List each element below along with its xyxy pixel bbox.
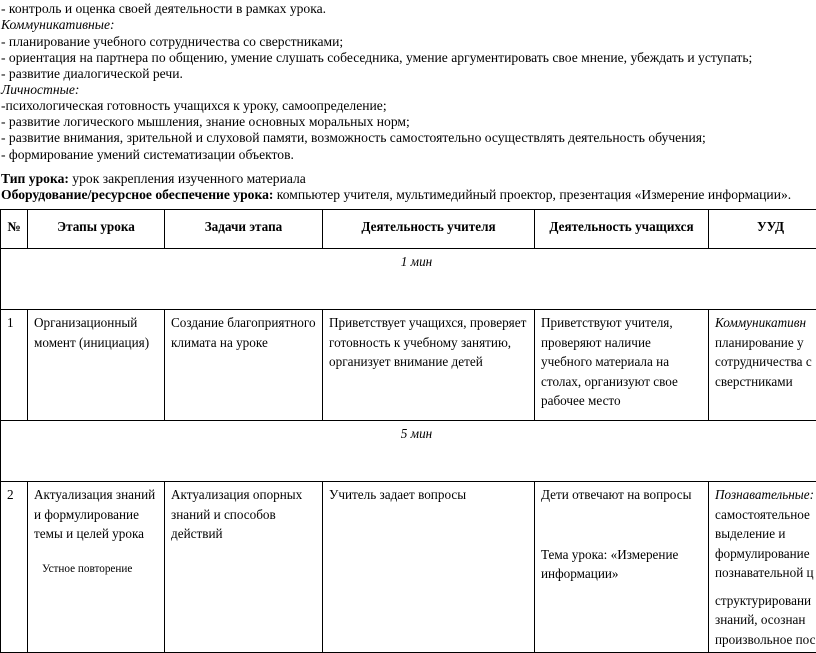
task-cell: Актуализация опорных знаний и способов действий	[165, 482, 323, 653]
lesson-type	[1, 170, 306, 187]
stage-cell	[28, 482, 165, 653]
table-row	[1, 482, 816, 653]
lesson-type-label: Тип урока:	[1, 171, 69, 186]
equipment	[1, 186, 791, 203]
header-tasks: Задачи этапа	[165, 210, 323, 249]
header-number: №	[1, 210, 28, 249]
uud-text: самостоятельное выделение и формулирование познавательной ц	[715, 507, 814, 581]
task-cell: Создание благоприятного климата на уроке	[165, 310, 323, 421]
text-line: - развитие логического мышления, знание основных моральных норм;	[1, 113, 410, 130]
time-label: 5 мин	[1, 421, 816, 482]
time-row	[1, 421, 816, 482]
equipment-label: Оборудование/ресурсное обеспечение урока:	[1, 187, 273, 202]
lesson-plan-table	[0, 209, 816, 653]
uud-title: Познавательные:	[715, 487, 814, 502]
uud-title: Коммуникативн	[715, 315, 806, 330]
header-stages: Этапы урока	[28, 210, 165, 249]
row-number: 2	[1, 482, 28, 653]
section-heading-personal: Личностные:	[1, 81, 79, 98]
header-teacher-activity: Деятельность учителя	[323, 210, 535, 249]
teacher-cell: Приветствует учащихся, проверяет готовность к учебному занятию, организует внимание детей	[323, 310, 535, 421]
uud-text: структурировани знаний, осознан произвольное пос	[715, 593, 815, 647]
header-uud: УУД	[709, 210, 816, 249]
students-text: Дети отвечают на вопросы	[541, 487, 691, 502]
uud-cell	[709, 482, 816, 653]
text-line: - контроль и оценка своей деятельности в рамках урока.	[1, 0, 326, 17]
students-cell: Приветствуют учителя, проверяют наличие учебного материала на столах, организуют свое рабочее место	[535, 310, 709, 421]
table-header-row	[1, 210, 816, 249]
students-cell	[535, 482, 709, 653]
lesson-topic: Тема урока: «Измерение информации»	[541, 547, 678, 582]
stage-text: Актуализация знаний и формулирование темы и целей урока	[34, 487, 155, 541]
stage-cell: Организационный момент (инициация)	[28, 310, 165, 421]
text-line: - развитие диалогической речи.	[1, 65, 183, 82]
text-line: - ориентация на партнера по общению, умение слушать собеседника, умение аргументировать свое мнение, убеждать и уступать;	[1, 49, 752, 66]
header-student-activity: Деятельность учащихся	[535, 210, 709, 249]
equipment-value: компьютер учителя, мультимедийный проектор, презентация «Измерение информации».	[273, 187, 791, 202]
lesson-type-value: урок закрепления изученного материала	[69, 171, 306, 186]
time-row	[1, 249, 816, 310]
text-line: - планирование учебного сотрудничества со сверстниками;	[1, 33, 343, 50]
time-label: 1 мин	[1, 249, 816, 310]
table-row	[1, 310, 816, 421]
stage-note: Устное повторение	[42, 560, 158, 580]
text-line: - развитие внимания, зрительной и слуховой памяти, возможность самостоятельно осуществлять деятельность обучения;	[1, 129, 706, 146]
row-number: 1	[1, 310, 28, 421]
uud-cell	[709, 310, 816, 421]
uud-text: планирование у сотрудничества с сверстниками	[715, 335, 812, 389]
text-line: -психологическая готовность учащихся к уроку, самоопределение;	[1, 97, 387, 114]
section-heading-communicative: Коммуникативные:	[1, 16, 115, 33]
text-line: - формирование умений систематизации объектов.	[1, 146, 294, 163]
teacher-cell: Учитель задает вопросы	[323, 482, 535, 653]
